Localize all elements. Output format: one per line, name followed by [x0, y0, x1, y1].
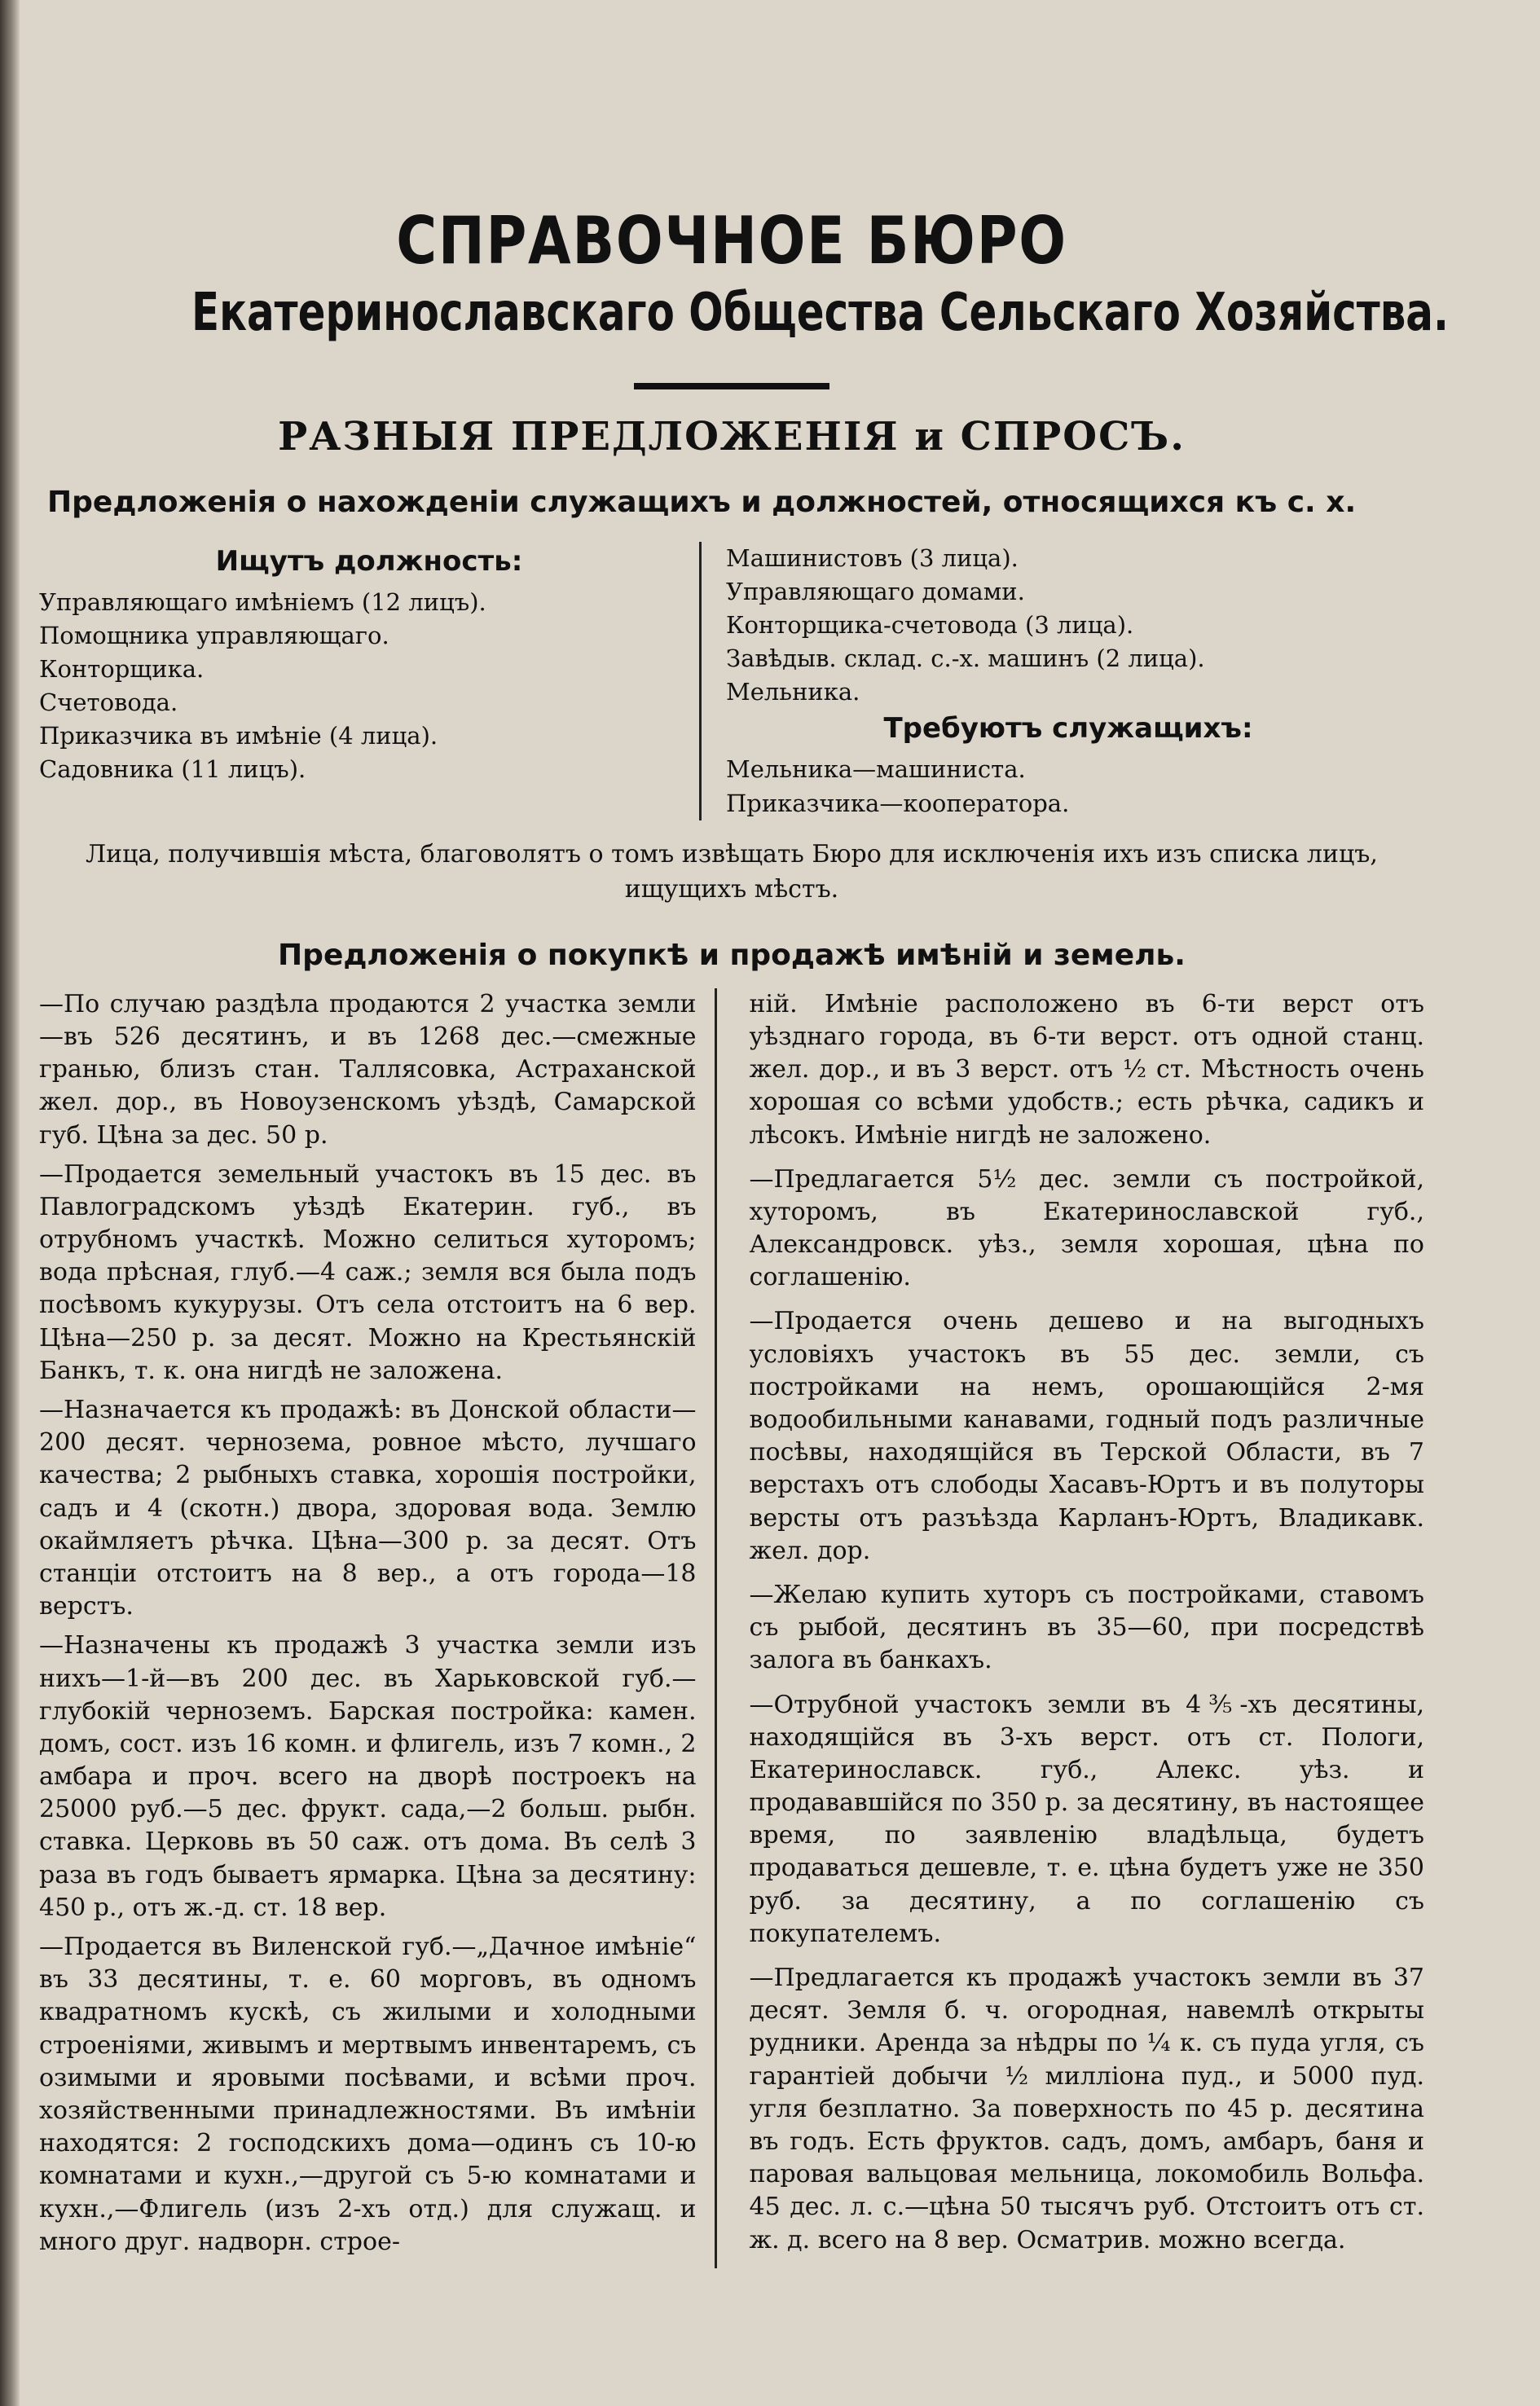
society-name: Екатеринославскаго Общества Сельскаго Хозяйства.: [191, 283, 1449, 343]
estate-ad: —Отрубной участокъ земли въ 4⅗-хъ десятины, находящійся въ 3-хъ верст. отъ ст. Пологи, Екатеринославск. губ., Алекс. уѣз. и продававшійся по 350 р. за десятину, въ настоящее время, по заявленію владѣльца, будетъ продаваться дешевле, т. е. цѣна будетъ уже не 350 руб. за десятину, а по соглашенію съ покупателемъ.: [749, 1690, 1424, 1948]
list-item: Конторщика-счетовода (3 лица).: [726, 610, 1134, 639]
bureau-title: СПРАВОЧНОЕ БЮРО: [396, 203, 1067, 279]
list-item: Приказчика—кооператора.: [726, 789, 1070, 817]
estate-ad: —Продается земельный участокъ въ 15 дес. въ Павлоградскомъ уѣздѣ Екатерин. губ., въ отрубномъ участкѣ. Можно селиться хуторомъ; вода прѣсная, глуб.—4 саж.; земля вся была подъ посѣвомъ кукурузы. Отъ села отстоитъ на 6 вер. Цѣна—250 р. за десят. Можно на Крестьянскій Банкъ, т. к. она нигдѣ не заложена.: [39, 1159, 697, 1385]
positions-heading: Предложенія о нахожденіи служащихъ и должностей, относящихся къ с. х.: [47, 485, 1357, 519]
title-rule: [634, 383, 829, 389]
section-title: РАЗНЫЯ ПРЕДЛОЖЕНІЯ и СПРОСЪ.: [278, 413, 1186, 460]
estate-ad: —Продается очень дешево и на выгодныхъ условіяхъ участокъ въ 55 дес. земли, съ постройками на немъ, орошающійся 2-мя водообильными канавами, годный подъ различные посѣвы, находящійся въ Терской Области, въ 7 верстахъ отъ слободы Хасавъ-Юртъ и въ полуторы версты отъ разъѣзда Карланъ-Юртъ, Владикавк. жел. дор.: [749, 1307, 1424, 1565]
estate-ad: —Назначается къ продажѣ: въ Донской области—200 десят. чернозема, ровное мѣсто, лучшаго качества; 2 рыбныхъ ставка, хорошія постройки, садъ и 4 (скотн.) двора, здоровая вода. Землю окаймляетъ рѣчка. Цѣна—300 р. за десят. Отъ станціи отстоитъ на 8 вер., а отъ города—18 верстъ.: [39, 1396, 697, 1621]
estates-right-column: [750, 988, 1424, 2268]
estates-left-column: [39, 988, 717, 2268]
page-binding-edge: [0, 0, 20, 2406]
list-item: Приказчика въ имѣніе (4 лица).: [39, 722, 438, 750]
list-item: Конторщика.: [39, 654, 205, 683]
estate-ad: —Назначены къ продажѣ 3 участка земли изъ нихъ—1-й—въ 200 дес. въ Харьковской губ.—глубокій черноземъ. Барская постройка: камен. домъ, сост. изъ 16 комн. и флигель, изъ 7 комн., 2 амбара и проч. всего на дворѣ построекъ на 25000 руб.—5 дес. фрукт. сада,—2 больш. рыбн. ставка. Церковь въ 50 саж. отъ дома. Въ селѣ 3 раза въ годъ бываетъ ярмарка. Цѣна за десятину: 450 р., отъ ж.-д. ст. 18 вер.: [39, 1631, 697, 1922]
list-item: Управляющаго имѣніемъ (12 лицъ).: [39, 587, 486, 616]
list-item: Машинистовъ (3 лица).: [726, 543, 1019, 572]
estate-ad: —Предлагается къ продажѣ участокъ земли въ 37 десят. Земля б. ч. огородная, навемлѣ открыты рудники. Аренда за нѣдры по ¼ к. съ пуда угля, съ гарантіей добычи ½ милліона пуд., и 5000 пуд. угля безплатно. За поверхность по 45 р. десятина въ годъ. Есть фруктов. садъ, домъ, амбаръ, баня и паровая вальцовая мельница, локомобиль Вольфа. 45 дес. л. с.—цѣна 50 тысячъ руб. Отстоитъ отъ ст. ж. д. всего на 8 вер. Осматрив. можно всегда.: [749, 1964, 1424, 2254]
estates-columns: [39, 988, 1424, 2268]
seeking-continued-list: [726, 542, 1410, 710]
list-item: Завѣдыв. склад. с.-х. машинъ (2 лица).: [726, 644, 1205, 673]
list-item: Помощника управляющаго.: [39, 621, 389, 649]
required-list: [726, 753, 1410, 820]
estate-ad: —Предлагается 5½ дес. земли съ постройкой, хуторомъ, въ Екатеринославской губ., Александровск. уѣз., земля хорошая, цѣна по соглашенію.: [749, 1164, 1424, 1292]
estate-ad: —Продается въ Виленской губ.—„Дачное имѣніе“ въ 33 десятины, т. е. 60 морговъ, въ одномъ квадратномъ кускѣ, съ жилыми и холодными строеніями, живымъ и мертвымъ инвентаремъ, съ озимыми и яровыми посѣвами, и всѣми проч. хозяйственными принадлежностями. Въ имѣніи находятся: 2 господскихъ дома—одинъ съ 10-ю комнатами и кухн.,—другой съ 5-ю комнатами и кухн.,—Флигель (изъ 2-хъ отд.) для служащ. и много друг. надворн. строе-: [39, 1933, 697, 2256]
list-item: Мельника.: [726, 678, 860, 706]
estate-ad: ній. Имѣніе расположено въ 6-ти верст отъ уѣзднаго города, въ 6-ти верст. отъ одной станц. жел. дор., и въ 3 верст. отъ ½ ст. Мѣстность очень хорошая со всѣми удобств.; есть рѣчка, садикъ и лѣсокъ. Имѣніе нигдѣ не заложено.: [749, 989, 1424, 1150]
required-heading: Требуютъ служащихъ:: [883, 712, 1253, 746]
list-item: Мельника—машиниста.: [726, 755, 1026, 784]
seeking-column: [39, 542, 699, 820]
seeking-continued-column: [726, 542, 1410, 820]
seeking-heading: Ищутъ должность:: [215, 544, 523, 578]
list-item: Управляющаго домами.: [726, 577, 1025, 605]
estate-ad: —По случаю раздѣла продаются 2 участка земли—въ 526 десятинъ, и въ 1268 дес.—смежные гранью, близъ стан. Таллясовка, Астраханской жел. дор., въ Новоузенскомъ уѣздѣ, Самарской губ. Цѣна за дес. 50 р.: [39, 989, 697, 1150]
seeking-list: [39, 586, 699, 787]
column-divider: [699, 542, 702, 820]
notice-text: Лица, получившія мѣста, благоволятъ о томъ извѣщать Бюро для исключенія ихъ изъ списка лицъ, ищущихъ мѣстъ.: [86, 839, 1378, 904]
estates-heading: Предложенія о покупкѣ и продажѣ имѣній и земель.: [278, 938, 1186, 972]
positions-columns: [39, 542, 1424, 820]
list-item: Садовника (11 лицъ).: [39, 755, 306, 784]
page-content: [39, 203, 1449, 2268]
estate-ad: —Желаю купить хуторъ съ постройками, ставомъ съ рыбой, десятинъ въ 35—60, при посредствѣ залога въ банкахъ.: [749, 1580, 1424, 1675]
list-item: Счетовода.: [39, 688, 178, 717]
